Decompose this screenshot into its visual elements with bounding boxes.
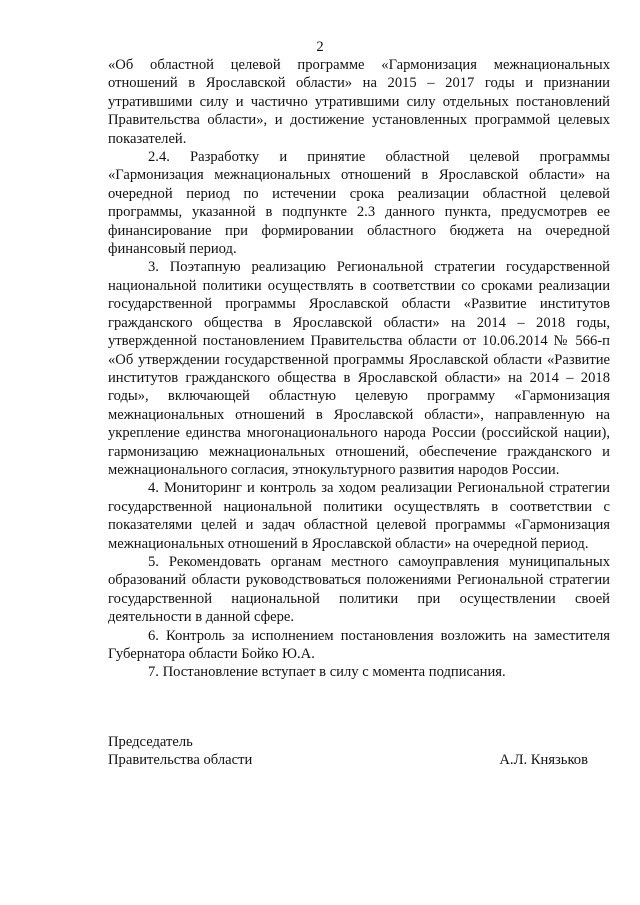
paragraph-5: 5. Рекомендовать органам местного самоуправления муниципальных образований области руководствоваться положениями Региональной стратегии государственной национальной политики при осуществлении своей деятельности в данной сфере. xyxy=(108,553,610,626)
paragraph-2-4: 2.4. Разработку и принятие областной целевой программы «Гармонизация межнациональных отношений в Ярославской области» на очередной период по истечении срока реализации областной целевой программы, указанной в подпункте 2.3 данного пункта, предусмотрев ее финансирование при формировании областного бюджета на очередной финансовый период. xyxy=(108,149,610,258)
signature-block xyxy=(108,733,610,770)
paragraph-7: 7. Постановление вступает в силу с момента подписания. xyxy=(148,664,506,681)
paragraph-continuation: «Об областной целевой программе «Гармонизация межнациональных отношений в Ярославской области» на 2015 – 2017 годы и признании утратившими силу и частично утратившими силу отдельных постановлений Правительства области», и достижение установленных программой целевых показателей. xyxy=(108,57,610,147)
signature-title-line-1: Председатель xyxy=(108,734,193,750)
signature-name: А.Л. Князьков xyxy=(499,752,588,769)
paragraph-4: 4. Мониторинг и контроль за ходом реализации Региональной стратегии государственной национальной политики осуществлять в соответствии с показателями целей и задач областной целевой программы «Гармонизация межнациональных отношений в Ярославской области» на очередной период. xyxy=(108,480,610,552)
document-body xyxy=(108,56,610,682)
paragraph-6: 6. Контроль за исполнением постановления возложить на заместителя Губернатора области Бойко Ю.А. xyxy=(108,627,610,662)
page-number: 2 xyxy=(316,39,324,55)
signature-title-line-2: Правительства области xyxy=(108,752,253,769)
paragraph-3: 3. Поэтапную реализацию Региональной стратегии государственной национальной политики осуществлять в соответствии со сроками реализации государственной программы Ярославской области «Развитие институтов гражданского общества в Ярославской области» на 2014 – 2018 годы, утвержденной постановлением Правительства области от 10.06.2014 № 566-п «Об утверждении государственной программы Ярославской области «Развитие институтов гражданского общества в Ярославской области» на 2014 – 2018 годы», включающей областную целевую программу «Гармонизация межнациональных отношений в Ярославской области», направленную на укрепление единства многонационального народа России (российской нации), гармонизацию межнациональных отношений, обеспечение гражданского и межнационального согласия, этнокультурного развития народов России. xyxy=(108,259,610,478)
